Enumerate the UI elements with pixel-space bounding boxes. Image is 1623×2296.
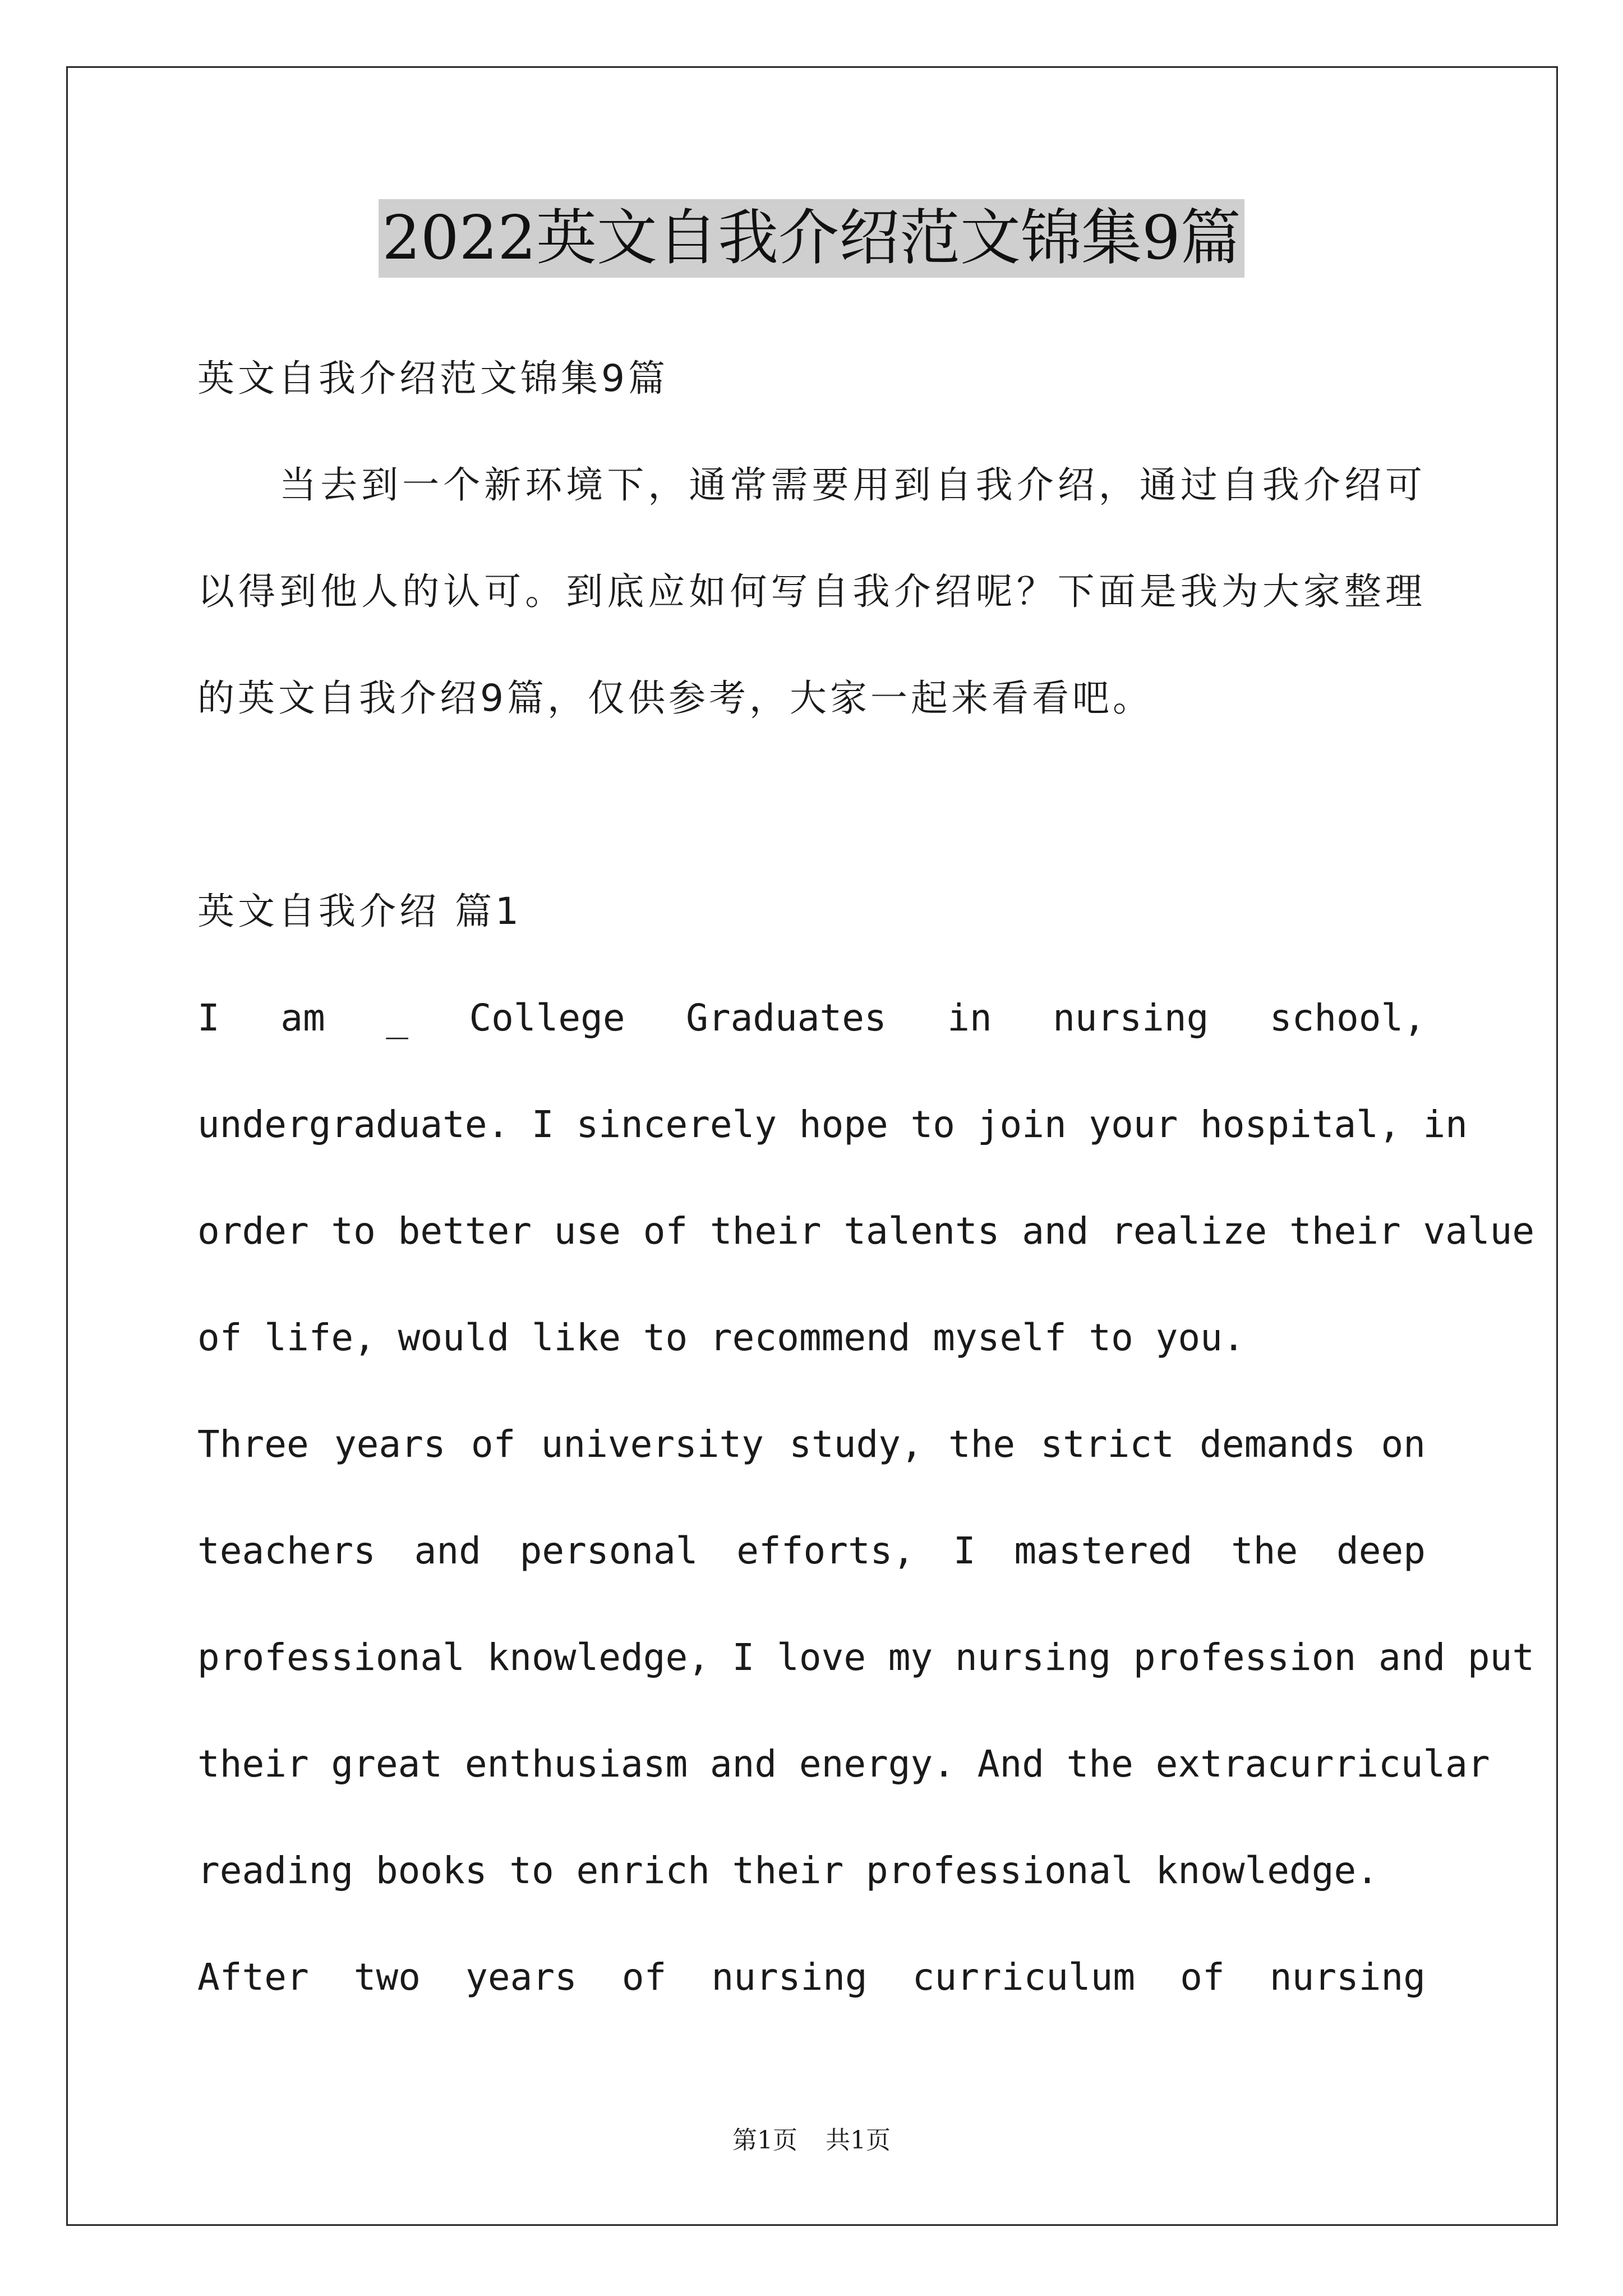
body-line: reading books to enrich their professional knowledge. — [197, 1849, 1378, 1892]
body-line: their great enthusiasm and energy. And the extracurricular — [197, 1742, 1490, 1786]
page-footer — [0, 2124, 1623, 2157]
intro-line: 以得到他人的认可。到底应如何写自我介绍呢？下面是我为大家整理 — [197, 570, 1426, 613]
body-line: of life, would like to recommend myself to you. — [197, 1316, 1245, 1359]
intro-line: 的英文自我介绍9篇，仅供参考，大家一起来看看吧。 — [197, 677, 1153, 720]
page-number: 第1页 — [732, 2126, 797, 2155]
body-line: Three years of university study, the strict demands on — [197, 1423, 1426, 1466]
document-subtitle: 英文自我介绍范文锦集9篇 — [197, 357, 668, 400]
intro-line: 当去到一个新环境下，通常需要用到自我介绍，通过自我介绍可 — [197, 463, 1426, 507]
section-heading: 英文自我介绍 篇1 — [197, 890, 522, 933]
body-line: teachers and personal efforts, I mastered the deep — [197, 1529, 1426, 1572]
body-line: I am _ College Graduates in nursing school, — [197, 996, 1426, 1039]
body-line: After two years of nursing curriculum of nursing — [197, 1955, 1426, 1999]
title-container — [0, 199, 1623, 278]
body-line: order to better use of their talents and realize their value — [197, 1209, 1535, 1253]
body-line: professional knowledge, I love my nursing profession and put — [197, 1636, 1535, 1679]
body-line: undergraduate. I sincerely hope to join your hospital, in — [197, 1103, 1468, 1146]
document-title: 2022英文自我介绍范文锦集9篇 — [379, 199, 1244, 278]
page-total: 共1页 — [826, 2126, 891, 2155]
